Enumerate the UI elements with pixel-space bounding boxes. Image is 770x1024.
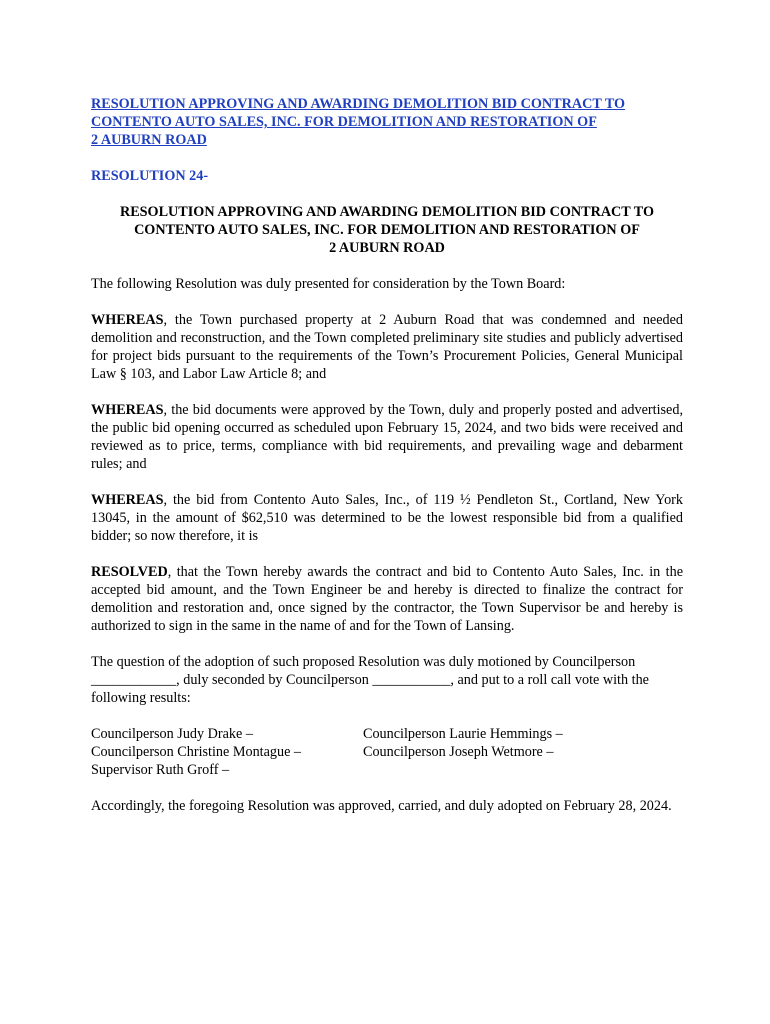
title-line-1: RESOLUTION APPROVING AND AWARDING DEMOLITION BID CONTRACT TO (119, 204, 655, 220)
roll-call-votes (91, 725, 683, 779)
intro-paragraph: The following Resolution was duly presented for consideration by the Town Board: (91, 276, 566, 292)
vote-line: Councilperson Christine Montague – (91, 744, 302, 760)
whereas-paragraph-3 (91, 491, 683, 545)
vote-line: Supervisor Ruth Groff – (91, 762, 230, 778)
question-paragraph: The question of the adoption of such proposed Resolution was duly motioned by Councilperson ____________, duly seconded by Councilperson ___________, and put to a roll call vote with the following results: (91, 654, 649, 706)
header-link-line-2[interactable]: CONTENTO AUTO SALES, INC. FOR DEMOLITION AND RESTORATION OF (91, 114, 597, 130)
header-link-line-1[interactable]: RESOLUTION APPROVING AND AWARDING DEMOLITION BID CONTRACT TO (91, 96, 626, 112)
title-line-2: CONTENTO AUTO SALES, INC. FOR DEMOLITION AND RESTORATION OF (134, 222, 640, 238)
vote-line: Councilperson Laurie Hemmings – (363, 726, 563, 742)
resolved-lead: RESOLVED (91, 564, 168, 580)
whereas-text: , the bid documents were approved by the Town, duly and properly posted and advertised, the public bid opening occurred as scheduled upon February 15, 2024, and two bids were received and reviewed as to price, terms, compliance with bid requirements, and prevailing wage and debarment rules; and (91, 402, 683, 472)
vote-line: Councilperson Joseph Wetmore – (363, 744, 554, 760)
whereas-lead: WHEREAS (91, 312, 164, 328)
closing-paragraph: Accordingly, the foregoing Resolution was approved, carried, and duly adopted on February 28, 2024. (91, 798, 672, 814)
whereas-text: , the Town purchased property at 2 Auburn Road that was condemned and needed demolition and reconstruction, and the Town completed preliminary site studies and publicly advertised for project bids pursuant to the requirements of the Town’s Procurement Policies, General Municipal Law § 103, and Labor Law Article 8; and (91, 312, 683, 382)
whereas-paragraph-1 (91, 311, 683, 383)
resolved-text: , that the Town hereby awards the contract and bid to Contento Auto Sales, Inc. in the accepted bid amount, and the Town Engineer be and hereby is directed to finalize the contract for demolition and restoration and, once signed by the contractor, the Town Supervisor be and hereby is authorized to sign in the same in the name of and for the Town of Lansing. (91, 564, 683, 634)
whereas-text: , the bid from Contento Auto Sales, Inc., of 119 ½ Pendleton St., Cortland, New York 13045, in the amount of $62,510 was determined to be the lowest responsible bid from a qualified bidder; so now therefore, it is (91, 492, 683, 544)
vote-line: Councilperson Judy Drake – (91, 726, 253, 742)
header-link[interactable] (91, 95, 683, 149)
whereas-lead: WHEREAS (91, 402, 164, 418)
whereas-paragraph-2 (91, 401, 683, 473)
title-line-3: 2 AUBURN ROAD (329, 240, 445, 256)
document-body (91, 95, 683, 815)
resolution-number: RESOLUTION 24- (91, 168, 209, 184)
header-link-line-3[interactable]: 2 AUBURN ROAD (91, 132, 207, 148)
resolved-paragraph (91, 563, 683, 635)
votes-left-column (91, 725, 363, 779)
resolution-title (91, 203, 683, 257)
whereas-lead: WHEREAS (91, 492, 164, 508)
votes-right-column (363, 725, 683, 779)
